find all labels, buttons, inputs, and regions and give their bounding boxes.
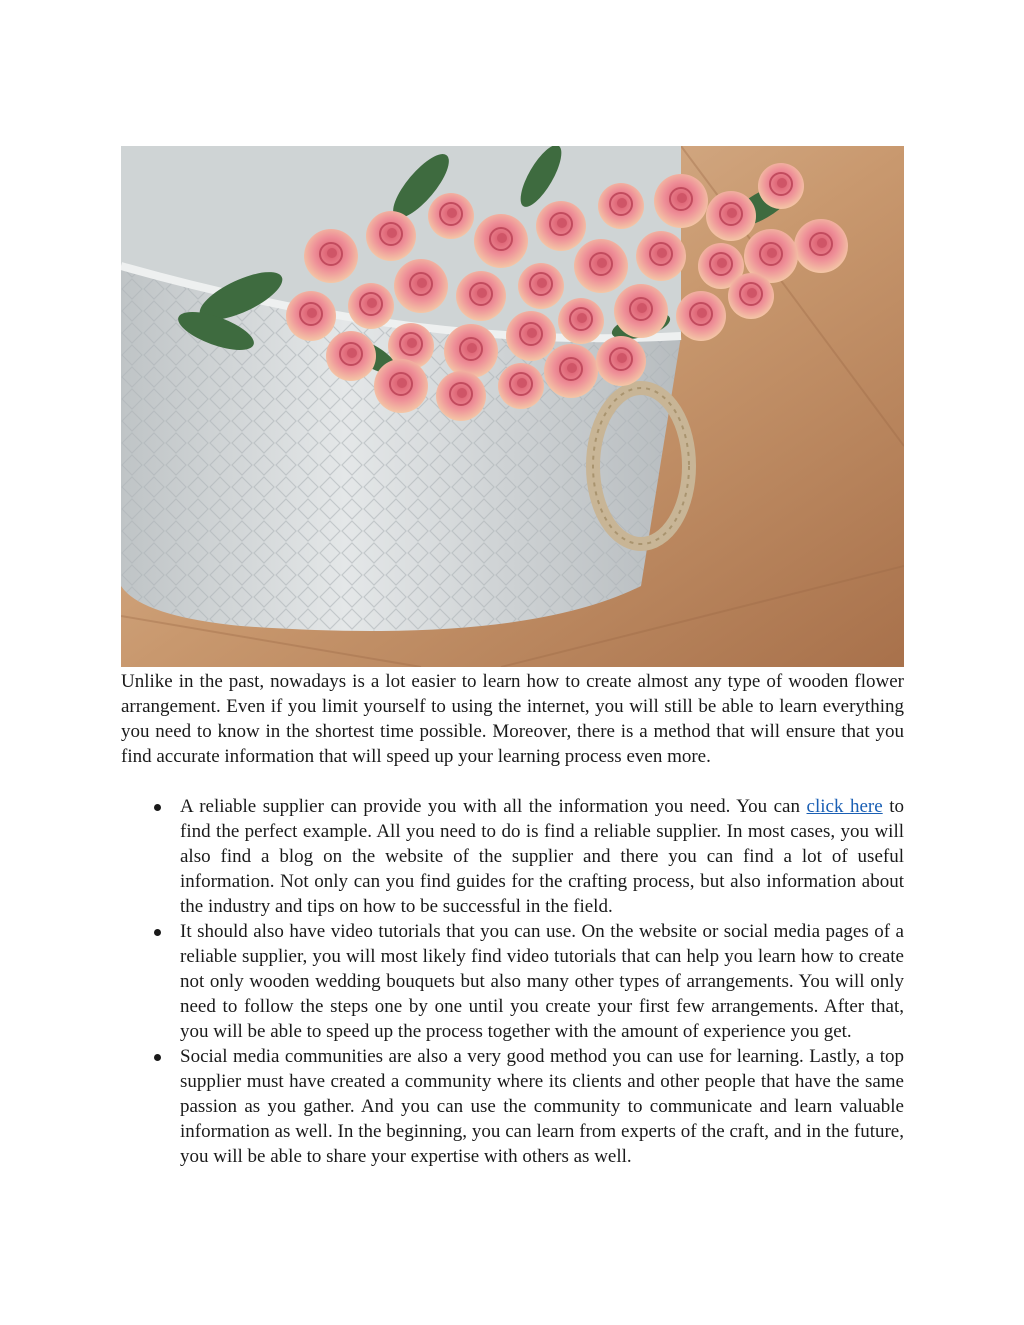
rose-flower [456,271,506,321]
rose-flower [636,231,686,281]
rose-flower [326,331,376,381]
rose-flower [506,311,556,361]
bullet-text: It should also have video tutorials that you can use. On the website or social media pages of a reliable supplier, you will most likely find video tutorials that can help you learn how to create not only wooden wedding bouquets but also many other types of arrangements. You will only need to follow the steps one by one until you create your first few arrangements. After that, you will be able to speed up the process together with the amount of experience you get. [180,921,904,1042]
rose-flower [348,283,394,329]
rose-flower [286,291,336,341]
rose-flower [544,344,598,398]
bullet-icon [154,929,161,936]
bullet-icon [154,804,161,811]
rose-flower [654,174,708,228]
bullet-icon [154,1054,161,1061]
rose-flower [794,219,848,273]
rose-flower [304,229,358,283]
bullet-item [121,794,904,919]
rose-flower [676,291,726,341]
rose-flower [394,259,448,313]
rose-flower [574,239,628,293]
rose-flower [536,201,586,251]
rose-flower [728,273,774,319]
rose-flower [614,284,668,338]
rose-flower [558,298,604,344]
rose-flower [444,324,498,378]
rose-flower [374,359,428,413]
click-here-link[interactable]: click here [806,796,883,817]
rose-flower [598,183,644,229]
rose-flower [518,263,564,309]
roses-bucket-photo [121,146,904,667]
rose-flower [706,191,756,241]
rose-flower [474,214,528,268]
bullet-item [121,919,904,1044]
rose-flower [498,363,544,409]
rose-flower [428,193,474,239]
bullet-list [121,794,904,1169]
article-body [121,669,904,1169]
bullet-text-before-link: A reliable supplier can provide you with all the information you need. You can [180,796,807,817]
bullet-text: Social media communities are also a very good method you can use for learning. Lastly, a top supplier must have created a community where its clients and other people that have the same passion as you gather. And you can use the community to communicate and learn valuable information as well. In the beginning, you can learn from experts of the craft, and in the future, you will be able to share your expertise with others as well. [180,1046,904,1167]
rose-flower [758,163,804,209]
intro-paragraph: Unlike in the past, nowadays is a lot easier to learn how to create almost any type of wooden flower arrangement. Even if you limit yourself to using the internet, you will still be able to learn everything you need to know in the shortest time possible. Moreover, there is a method that will ensure that you find accurate information that will speed up your learning process even more. [121,671,904,767]
rose-flower [596,336,646,386]
bullet-item [121,1044,904,1169]
rose-flower [436,371,486,421]
bullet-text-after-link: to find the perfect example. All you need to do is find a reliable supplier. In most cases, you will also find a blog on the website of the supplier and there you can find a lot of useful information. Not only can you find guides for the crafting process, but also information about the industry and tips on how to be successful in the field. [180,796,904,917]
rose-flower [366,211,416,261]
photo-illustration [121,146,904,667]
